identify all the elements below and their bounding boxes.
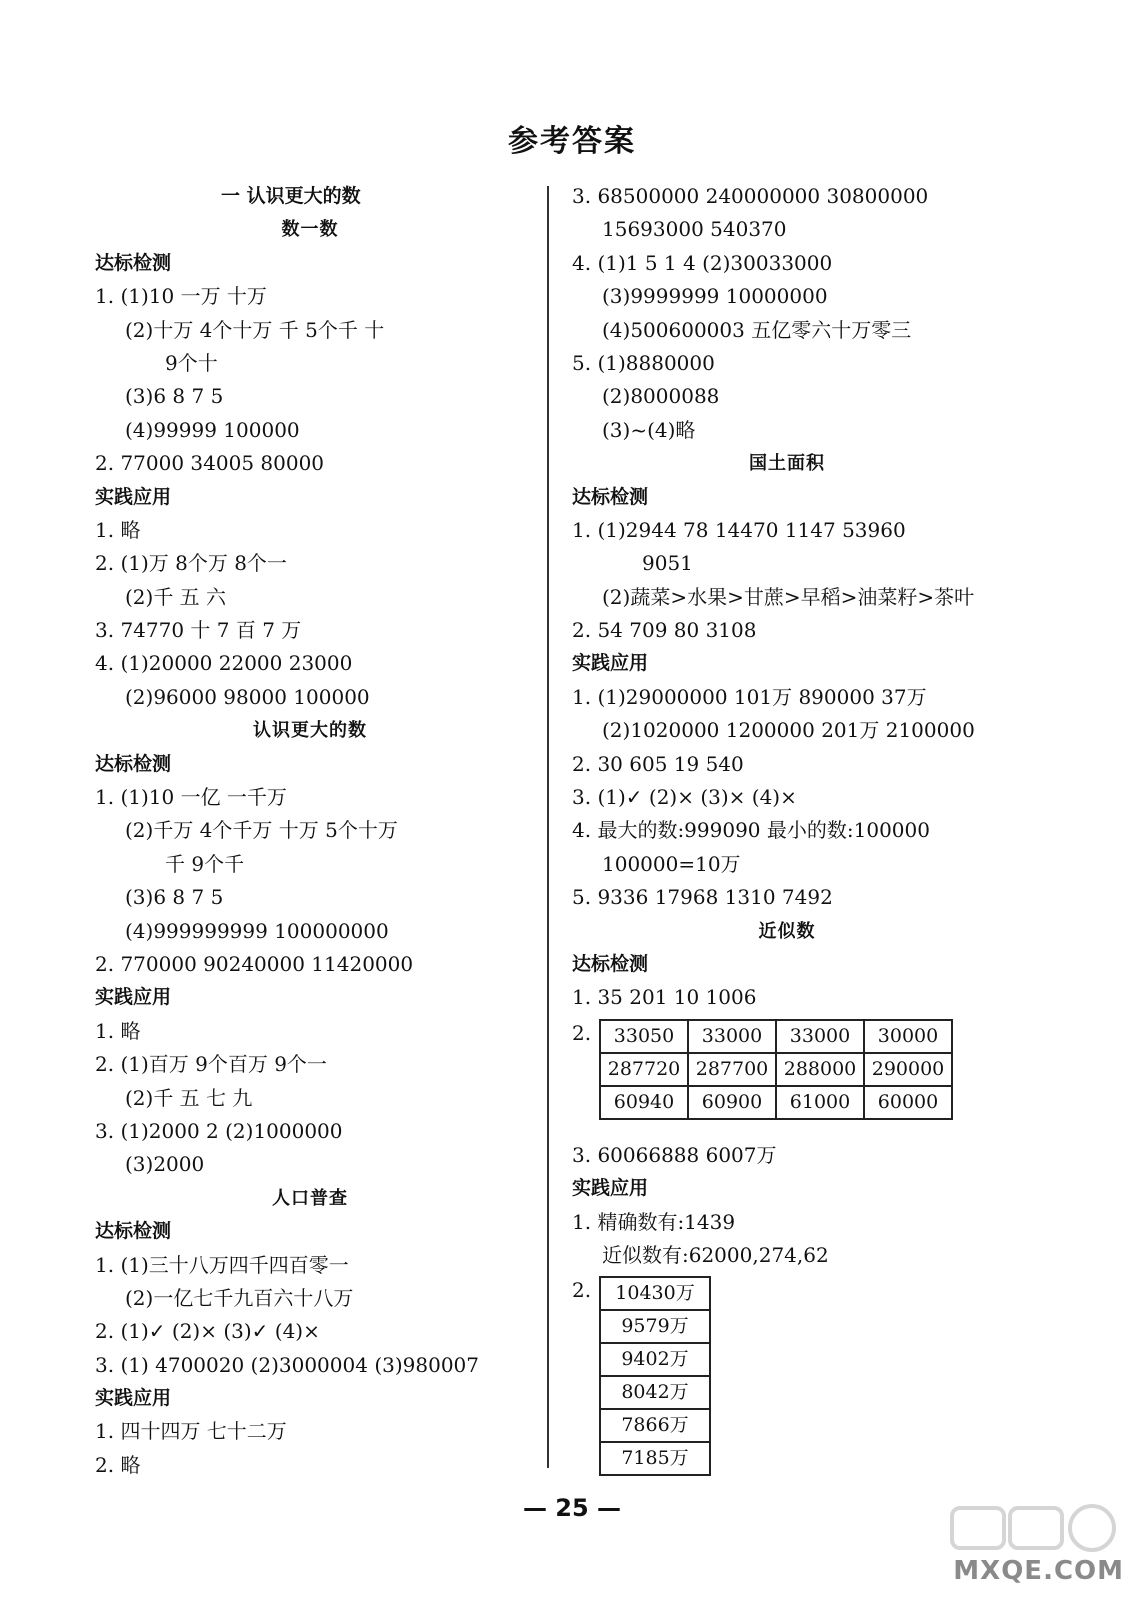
right-column <box>572 180 1042 1498</box>
answer-line: 1. 略 <box>95 1018 141 1043</box>
section-title: 国土面积 <box>749 453 825 475</box>
left-column <box>95 180 545 1482</box>
answer-line: 1. 四十四万 七十二万 <box>95 1419 287 1444</box>
answer-line: 100000=10万 <box>602 851 741 876</box>
answer-line: 5. (1)8880000 <box>572 350 715 375</box>
column-divider <box>547 186 549 1468</box>
section-title: 人口普查 <box>272 1187 348 1209</box>
answer-line: (2)1020000 1200000 201万 2100000 <box>602 718 975 743</box>
answer-line: 2. 770000 90240000 11420000 <box>95 951 414 976</box>
answer-line: 1. (1)29000000 101万 890000 37万 <box>572 684 927 709</box>
answer-line: 1. 略 <box>95 517 141 542</box>
answer-line: 2. (1)百万 9个百万 9个一 <box>95 1052 327 1077</box>
answer-line: 9个十 <box>165 350 218 375</box>
category-heading: 达标检测 <box>572 485 649 508</box>
answer-line: 3. 74770 十 7 百 7 万 <box>95 618 302 643</box>
answer-line: (2)千 五 七 九 <box>125 1085 253 1110</box>
table-cell: 33000 <box>688 1020 776 1053</box>
table-cell: 7866万 <box>600 1409 710 1442</box>
answer-line: (3)~(4)略 <box>602 417 696 442</box>
right-answers-a <box>572 180 1042 1015</box>
table-cell: 61000 <box>776 1086 864 1119</box>
answer-line: 近似数有:62000,274,62 <box>602 1242 829 1267</box>
answer-line: (2)8000088 <box>602 384 720 409</box>
answer-line: 3. (1) 4700020 (2)3000004 (3)980007 <box>95 1352 479 1377</box>
table-row <box>600 1442 710 1475</box>
answer-line: (3)6 8 7 5 <box>125 885 224 910</box>
answer-line: 4. 最大的数:999090 最小的数:100000 <box>572 818 930 843</box>
table-row <box>600 1409 710 1442</box>
answer-line: 9051 <box>642 551 693 576</box>
table-cell: 9579万 <box>600 1310 710 1343</box>
table-row <box>600 1020 952 1053</box>
category-heading: 达标检测 <box>95 1220 172 1243</box>
answer-line: (3)6 8 7 5 <box>125 384 224 409</box>
answer-line: (2)千万 4个千万 十万 5个十万 <box>125 818 398 843</box>
table-cell: 60000 <box>864 1086 952 1119</box>
table-cell: 290000 <box>864 1053 952 1086</box>
right-answers-b <box>572 1139 1042 1273</box>
answer-line: 2. (1)万 8个万 8个一 <box>95 551 287 576</box>
answer-line: 3. 60066888 6007万 <box>572 1142 777 1167</box>
table-row <box>600 1310 710 1343</box>
answer-line: 3. 68500000 240000000 30800000 <box>572 184 929 208</box>
answer-line: 1. 精确数有:1439 <box>572 1209 736 1234</box>
table-cell: 33050 <box>600 1020 688 1053</box>
table-cell: 10430万 <box>600 1277 710 1310</box>
answer-line: (2)十万 4个十万 千 5个千 十 <box>125 317 385 342</box>
answer-line: 2. 略 <box>95 1452 141 1477</box>
table-cell: 8042万 <box>600 1376 710 1409</box>
answer-line: 2. 30 605 19 540 <box>572 751 744 776</box>
rounding-table-block <box>572 1015 1042 1139</box>
answer-line: (4)500600003 五亿零六十万零三 <box>602 317 912 342</box>
table-cell: 30000 <box>864 1020 952 1053</box>
answer-line: 15693000 540370 <box>602 217 787 242</box>
answer-line: 1. (1)10 一万 十万 <box>95 284 267 309</box>
answer-line: (2)一亿七千九百六十八万 <box>125 1285 354 1310</box>
answer-line: (4)99999 100000 <box>125 417 300 442</box>
answer-line: 5. 9336 17968 1310 7492 <box>572 885 833 910</box>
answer-line: 千 9个千 <box>165 851 245 876</box>
table-cell: 60900 <box>688 1086 776 1119</box>
category-heading: 实践应用 <box>95 986 172 1009</box>
category-heading: 实践应用 <box>95 1387 172 1410</box>
answer-line: 3. (1)2000 2 (2)1000000 <box>95 1118 343 1143</box>
population-table-block <box>572 1272 1042 1498</box>
table-cell: 9402万 <box>600 1343 710 1376</box>
category-heading: 达标检测 <box>95 752 172 775</box>
answer-line: (4)999999999 100000000 <box>125 918 389 943</box>
table-row <box>600 1053 952 1086</box>
category-heading: 达标检测 <box>572 952 649 975</box>
table-cell: 60940 <box>600 1086 688 1119</box>
table-row <box>600 1277 710 1310</box>
chapter-heading: 一 认识更大的数 <box>221 185 361 207</box>
table-row <box>600 1376 710 1409</box>
answer-line: 3. (1)✓ (2)× (3)× (4)× <box>572 785 797 810</box>
answer-line: 2. 77000 34005 80000 <box>95 451 325 476</box>
table-question-number: 2. <box>572 1020 592 1045</box>
table-cell: 288000 <box>776 1053 864 1086</box>
table-cell: 287720 <box>600 1053 688 1086</box>
category-heading: 实践应用 <box>95 485 172 508</box>
table-question-number: 2. <box>572 1278 592 1303</box>
answer-line: 1. 35 201 10 1006 <box>572 985 757 1010</box>
table-row <box>600 1086 952 1119</box>
category-heading: 达标检测 <box>95 251 172 274</box>
table-cell: 7185万 <box>600 1442 710 1475</box>
answer-line: 1. (1)三十八万四千四百零一 <box>95 1252 349 1277</box>
section-title: 数一数 <box>281 219 339 241</box>
page-number: — 25 — <box>522 1494 622 1522</box>
rounding-table <box>599 1019 953 1120</box>
watermark-text: MXQE.COM <box>953 1556 1124 1586</box>
answer-line: 2. 54 709 80 3108 <box>572 618 757 643</box>
answer-line: (3)2000 <box>125 1152 205 1177</box>
table-row <box>600 1343 710 1376</box>
answer-line: 2. (1)✓ (2)× (3)✓ (4)× <box>95 1319 320 1344</box>
section-title: 认识更大的数 <box>253 720 367 742</box>
category-heading: 实践应用 <box>572 652 649 675</box>
answer-line: 1. (1)10 一亿 一千万 <box>95 785 287 810</box>
answer-line: (2)96000 98000 100000 <box>125 684 370 709</box>
answer-line: (2)千 五 六 <box>125 584 227 609</box>
page-title: 参考答案 <box>508 124 636 159</box>
population-table <box>599 1276 711 1476</box>
answer-line: 4. (1)1 5 1 4 (2)30033000 <box>572 250 833 275</box>
category-heading: 实践应用 <box>572 1177 649 1200</box>
section-title: 近似数 <box>758 920 816 942</box>
answer-line: 4. (1)20000 22000 23000 <box>95 651 353 676</box>
answer-line: 1. (1)2944 78 14470 1147 53960 <box>572 517 906 542</box>
table-cell: 287700 <box>688 1053 776 1086</box>
table-cell: 33000 <box>776 1020 864 1053</box>
answer-line: (3)9999999 10000000 <box>602 284 828 309</box>
answer-line: (2)蔬菜>水果>甘蔗>早稻>油菜籽>茶叶 <box>602 584 975 609</box>
